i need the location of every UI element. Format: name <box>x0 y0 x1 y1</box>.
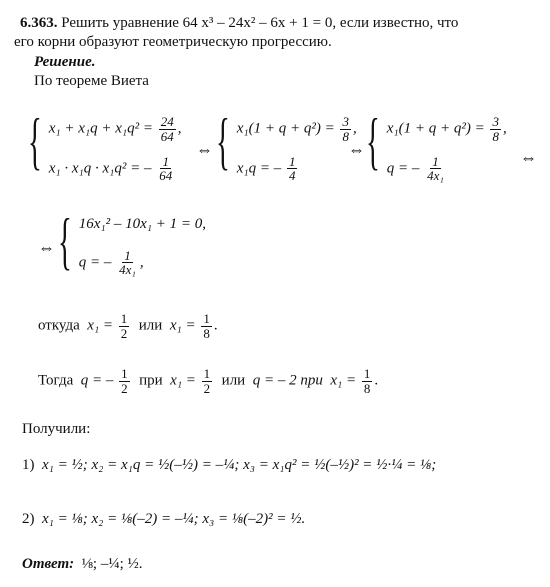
fraction: $\frac{1}{2}$ <box>121 366 128 396</box>
system-2-eq-2: x₁q = – $\frac{1}{4}$ <box>236 153 296 184</box>
equivalence-arrow: ⇔ <box>520 148 537 167</box>
brace: { <box>28 105 42 176</box>
answer <box>22 555 143 573</box>
brace: { <box>58 205 72 276</box>
fraction: $\frac{1}{\text{4x₁}}$ <box>427 153 444 184</box>
system-4-eq-2: q = – $\frac{1}{\text{4x₁}}$ , <box>78 247 144 278</box>
system-4-eq-1: 16x₁² – 10x₁ + 1 = 0, <box>78 216 206 232</box>
system-4 <box>58 205 206 278</box>
fraction: $\frac{3}{8}$ <box>492 114 499 144</box>
system-3-eq-2: q = – $\frac{1}{\text{4x₁}}$ <box>386 153 444 184</box>
fraction: $\frac{24}{64}$ <box>160 114 174 144</box>
fraction: $\frac{1}{2}$ <box>120 311 128 341</box>
system-1 <box>28 105 182 184</box>
case-1: 1) x₁ = ½; x₂ = x₁q = ½(–½) = –¼; x₃ = x₁q² = ½(–½)² = ½·¼ = ⅛; <box>22 457 437 473</box>
vieta-label: По теореме Виета <box>34 73 149 89</box>
problem-statement-1: Решить уравнение 64 x³ – 24x² – 6x + 1 = 0, если известно, что <box>61 15 459 31</box>
case-2: 2) x₁ = ⅛; x₂ = ⅛(–2) = –¼; x₃ = ⅛(–2)² = ½. <box>22 511 306 527</box>
solution-label: Решение. <box>34 54 96 70</box>
fraction: $\frac{1}{2}$ <box>203 366 211 396</box>
system-3-eq-1: x₁(1 + q + q²) = $\frac{3}{8}$ , <box>386 114 507 144</box>
fraction: $\frac{1}{4}$ <box>288 153 296 184</box>
then-line: Тогда q = – $\frac{1}{2}$ при x₁ = $\frac{1}{2}$ или q = – 2 при x₁ = $\frac{1}{8}$ . <box>38 366 379 396</box>
system-3 <box>366 105 507 184</box>
fraction: $\frac{1}{8}$ <box>363 366 371 396</box>
problem-line-1 <box>20 14 458 32</box>
equivalence-arrow: ⇔ <box>38 238 55 257</box>
problem-number: 6.363. <box>20 15 58 31</box>
equivalence-arrow: ⇔ <box>348 140 365 159</box>
answer-label: Ответ: <box>22 556 75 572</box>
got-label: Получили: <box>22 421 91 437</box>
system-1-eq-2: x₁ · x₁q · x₁q² = – $\frac{1}{64}$ <box>48 153 173 184</box>
brace: { <box>366 105 380 176</box>
answer-text: ⅛; –¼; ½. <box>81 556 143 572</box>
system-2 <box>216 105 357 184</box>
system-1-eq-1: x₁ + x₁q + x₁q² = $\frac{24}{64}$ , <box>48 114 182 144</box>
brace: { <box>216 105 230 176</box>
equivalence-arrow: ⇔ <box>196 140 213 159</box>
fraction: $\frac{1}{8}$ <box>203 311 210 341</box>
whence-line: откуда x₁ = $\frac{1}{2}$ или x₁ = $\frac{1}{8}$ . <box>38 311 218 341</box>
system-2-eq-1: x₁(1 + q + q²) = $\frac{3}{8}$ , <box>236 114 357 144</box>
problem-statement-2: его корни образуют геометрическую прогрессию. <box>14 34 332 50</box>
fraction: $\frac{1}{64}$ <box>159 153 173 184</box>
fraction: $\frac{1}{\text{4x₁}}$ <box>119 247 136 278</box>
fraction: $\frac{3}{8}$ <box>342 114 349 144</box>
